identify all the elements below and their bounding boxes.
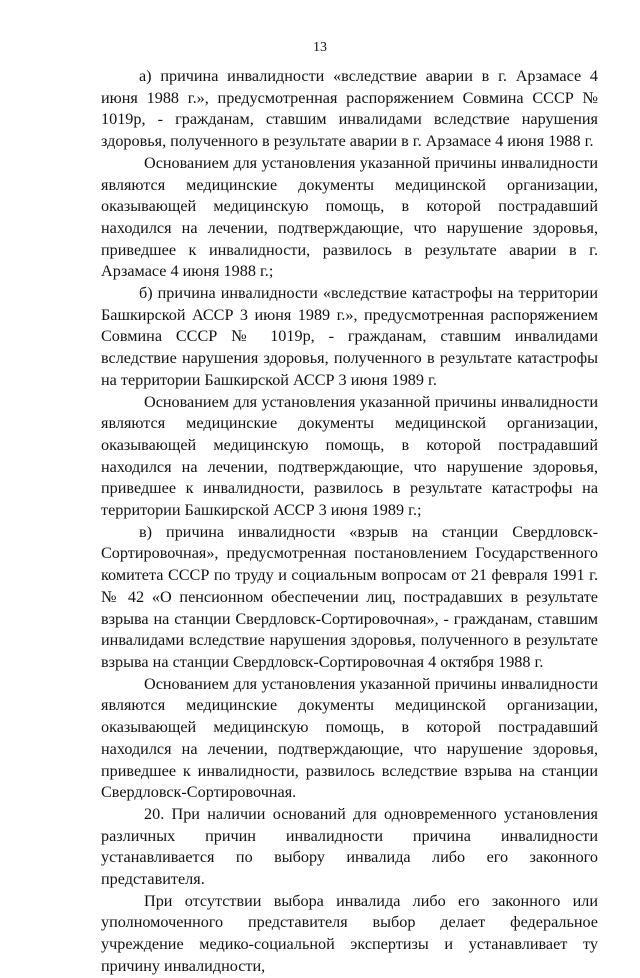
paragraph-b-bashkir-basis: Основанием для установления указанной причины инвалидности являются медицинские документы медицинской организации, оказывающей медицинскую помощь, в которой пострадавший находился на лечении, подтверждающие, что нарушение здоровья, приведшее к инвалидности, развилось в результате катастрофы на территории Башкирской АССР 3 июня 1989 г.; [101, 392, 598, 520]
paragraph-b-bashkir-cause: б) причина инвалидности «вследствие катастрофы на территории Башкирской АССР 3 июня 1989 г.», предусмотренная распоряжением Совмина СССР № 1019р, - гражданам, ставшим инвалидами вследствие нарушения здоровья, полученного в результате катастрофы на территории Башкирской АССР 3 июня 1989 г. [101, 284, 598, 389]
paragraph-no-choice: При отсутствии выбора инвалида либо его законного или уполномоченного представителя выбор делает федеральное учреждение медико-социальной экспертизы и устанавливает ту причину инвалидности, [101, 891, 598, 975]
paragraph-c-sverdlovsk-basis: Основанием для установления указанной причины инвалидности являются медицинские документы медицинской организации, оказывающей медицинскую помощь, в которой пострадавший находился на лечении, подтверждающие, что нарушение здоровья, приведшее к инвалидности, развилось вследствие взрыва на станции Свердловск-Сортировочная. [101, 674, 598, 802]
paragraph-c-sverdlovsk-cause: в) причина инвалидности «взрыв на станции Свердловск-Сортировочная», предусмотренная постановлением Государственного комитета СССР по труду и социальным вопросам от 21 февраля 1991 г. № 42 «О пенсионном обеспечении лиц, пострадавших в результате взрыва на станции Свердловск-Сортировочная», - гражданам, ставшим инвалидами вследствие нарушения здоровья, полученного в результате взрыва на станции Свердловск-Сортировочная 4 октября 1988 г. [101, 522, 598, 671]
document-body [101, 66, 598, 978]
page-number: 13 [313, 40, 327, 55]
paragraph-a-arzamas-cause: а) причина инвалидности «вследствие аварии в г. Арзамасе 4 июня 1988 г.», предусмотренная распоряжением Совмина СССР № 1019р, - гражданам, ставшим инвалидами вследствие нарушения здоровья, полученного в результате аварии в г. Арзамасе 4 июня 1988 г. [101, 67, 598, 151]
paragraph-20-multiple-causes: 20. При наличии оснований для одновременного установления различных причин инвалидности причина инвалидности устанавливается по выбору инвалида либо его законного представителя. [101, 804, 598, 889]
paragraph-a-arzamas-basis: Основанием для установления указанной причины инвалидности являются медицинские документы медицинской организации, оказывающей медицинскую помощь, в которой пострадавший находился на лечении, подтверждающие, что нарушение здоровья, приведшее к инвалидности, развилось в результате аварии в г. Арзамасе 4 июня 1988 г.; [101, 153, 598, 281]
